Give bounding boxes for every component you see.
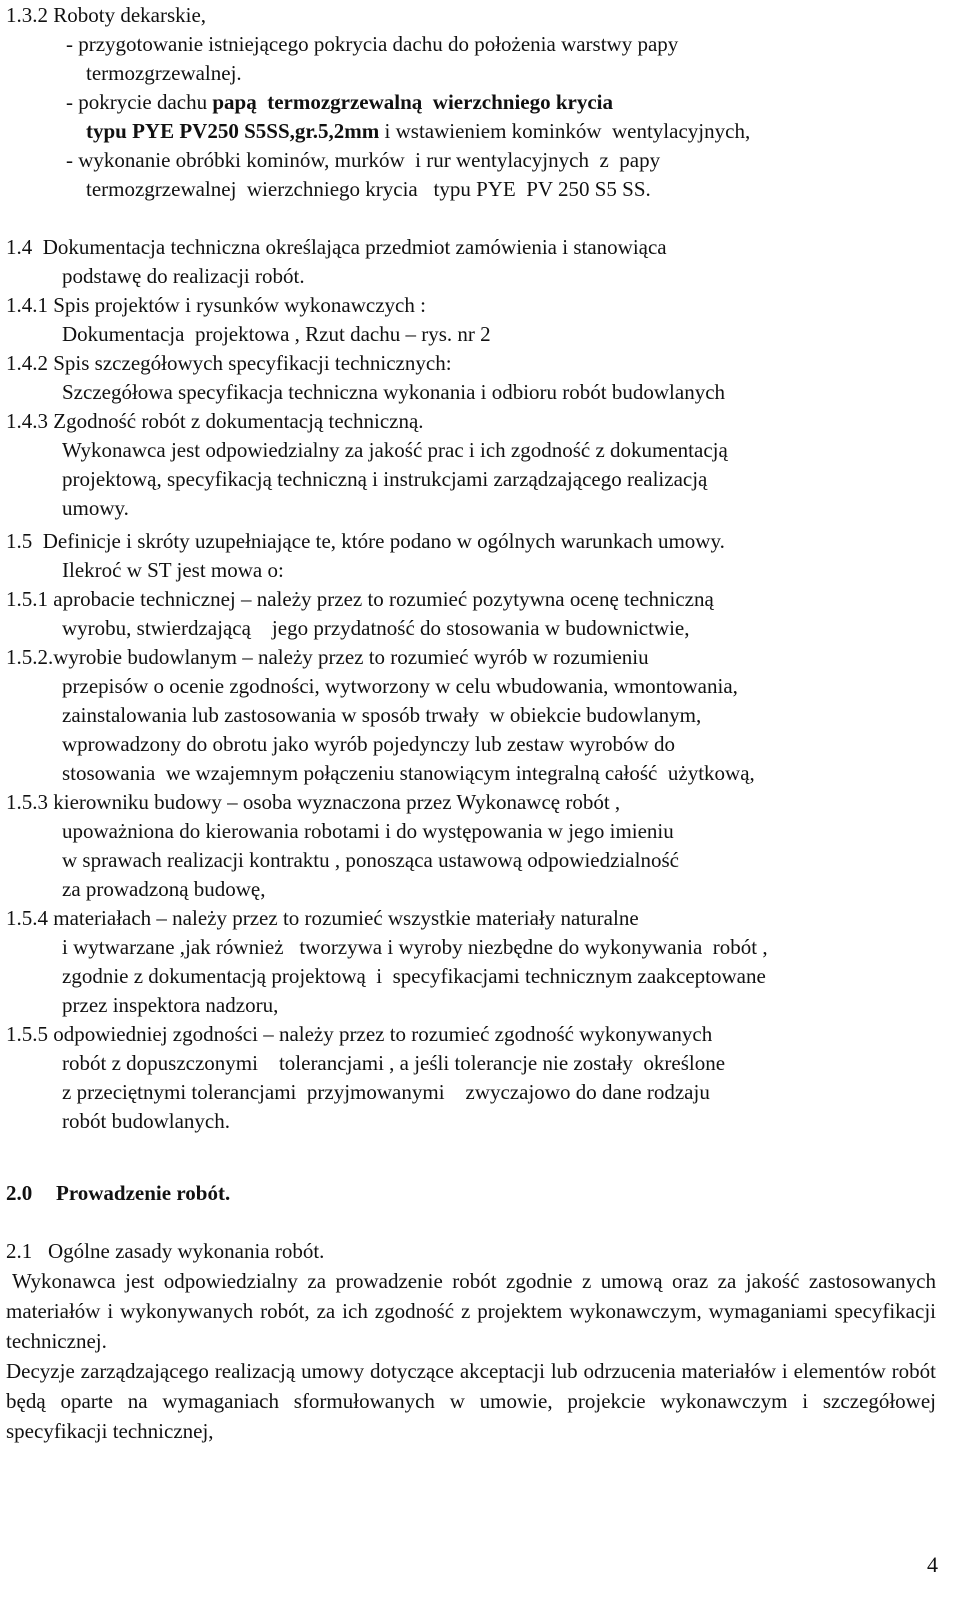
- section-2-1-title: 2.1 Ogólne zasady wykonania robót.: [6, 1239, 325, 1263]
- line-text: upoważniona do kierowania robotami i do występowania w jego imieniu: [62, 819, 674, 843]
- page-number: 4: [927, 1552, 938, 1577]
- line-text: za prowadzoną budowę,: [62, 877, 266, 901]
- line-text: - przygotowanie istniejącego pokrycia dachu do położenia warstwy papy: [66, 32, 679, 56]
- line-text-plain: - pokrycie dachu: [66, 90, 213, 114]
- section-2-0-number: 2.0: [6, 1181, 33, 1205]
- line-text: [86, 118, 750, 144]
- paragraph: Decyzje zarządzającego realizacją umowy dotyczące akceptacji lub odrzucenia materiałów i elementów robót będą oparte na wymaganiach sformułowanych w umowie, projekcie wykonawczym i szczegółowej specyfikacji technicznej,: [6, 1359, 936, 1443]
- line-text-bold: papą termozgrzewalną wierzchniego krycia: [212, 90, 614, 114]
- subsection-1-5-4: 1.5.4 materiałach – należy przez to rozumieć wszystkie materiały naturalne: [6, 906, 639, 930]
- line-text: w sprawach realizacji kontraktu , ponosząca ustawową odpowiedzialność: [62, 848, 679, 872]
- line-text: Szczegółowa specyfikacja techniczna wykonania i odbioru robót budowlanych: [62, 380, 726, 404]
- section-1-3-2-title: 1.3.2 Roboty dekarskie,: [6, 3, 207, 27]
- subsection-1-4-3: 1.4.3 Zgodność robót z dokumentacją techniczną.: [6, 409, 424, 433]
- subsection-1-5-1: 1.5.1 aprobacie technicznej – należy przez to rozumieć pozytywna ocenę techniczną: [6, 587, 714, 611]
- line-text: z przeciętnymi tolerancjami przyjmowanymi zwyczajowo do dane rodzaju: [62, 1080, 710, 1104]
- line-text: zgodnie z dokumentacją projektową i specyfikacjami technicznym zaakceptowane: [62, 964, 766, 988]
- line-text: przez inspektora nadzoru,: [62, 993, 279, 1017]
- subsection-1-5-5: 1.5.5 odpowiedniej zgodności – należy przez to rozumieć zgodność wykonywanych: [6, 1022, 713, 1046]
- line-text-plain: i wstawieniem kominków wentylacyjnych,: [379, 119, 751, 143]
- section-1-5-title: 1.5 Definicje i skróty uzupełniające te, które podano w ogólnych warunkach umowy.: [6, 529, 725, 553]
- line-text: Wykonawca jest odpowiedzialny za jakość prac i ich zgodność z dokumentacją: [62, 438, 728, 462]
- line-text: umowy.: [62, 496, 129, 520]
- section-1-4-title: 1.4 Dokumentacja techniczna określająca przedmiot zamówienia i stanowiąca: [6, 235, 667, 259]
- line-text: projektową, specyfikacją techniczną i instrukcjami zarządzającego realizacją: [62, 467, 708, 491]
- line-text: termozgrzewalnej.: [86, 61, 242, 85]
- line-text: Ilekroć w ST jest mowa o:: [62, 558, 284, 582]
- line-text: [66, 89, 613, 115]
- line-text: zainstalowania lub zastosowania w sposób trwały w obiekcie budowlanym,: [62, 703, 702, 727]
- line-text: robót budowlanych.: [62, 1109, 230, 1133]
- line-text: przepisów o ocenie zgodności, wytworzony w celu wbudowania, wmontowania,: [62, 674, 738, 698]
- subsection-1-4-1: 1.4.1 Spis projektów i rysunków wykonawczych :: [6, 293, 426, 317]
- line-text: wprowadzony do obrotu jako wyrób pojedynczy lub zestaw wyrobów do: [62, 732, 675, 756]
- line-text: - wykonanie obróbki kominów, murków i rur wentylacyjnych z papy: [66, 148, 661, 172]
- line-text-bold: typu PYE PV250 S5SS,gr.5,2mm: [86, 119, 380, 143]
- line-text: i wytwarzane ,jak również tworzywa i wyroby niezbędne do wykonywania robót ,: [62, 935, 768, 959]
- subsection-1-5-3: 1.5.3 kierowniku budowy – osoba wyznaczona przez Wykonawcę robót ,: [6, 790, 621, 814]
- subsection-1-5-2: 1.5.2.wyrobie budowlanym – należy przez to rozumieć wyrób w rozumieniu: [6, 645, 649, 669]
- section-2-0-title: Prowadzenie robót.: [56, 1181, 231, 1205]
- line-text: Dokumentacja projektowa , Rzut dachu – rys. nr 2: [62, 322, 491, 346]
- subsection-1-4-2: 1.4.2 Spis szczegółowych specyfikacji technicznych:: [6, 351, 452, 375]
- line-text: podstawę do realizacji robót.: [62, 264, 305, 288]
- paragraph: Wykonawca jest odpowiedzialny za prowadzenie robót zgodnie z umową oraz za jakość zastosowanych materiałów i wykonywanych robót, za ich zgodność z projektem wykonawczym, wymaganiami specyfikacji technicznej.: [6, 1269, 936, 1353]
- line-text: stosowania we wzajemnym połączeniu stanowiącym integralną całość użytkową,: [62, 761, 755, 785]
- line-text: wyrobu, stwierdzającą jego przydatność do stosowania w budownictwie,: [62, 616, 690, 640]
- line-text: robót z dopuszczonymi tolerancjami , a jeśli tolerancje nie zostały określone: [62, 1051, 726, 1075]
- line-text: termozgrzewalnej wierzchniego krycia typu PYE PV 250 S5 SS.: [86, 177, 651, 201]
